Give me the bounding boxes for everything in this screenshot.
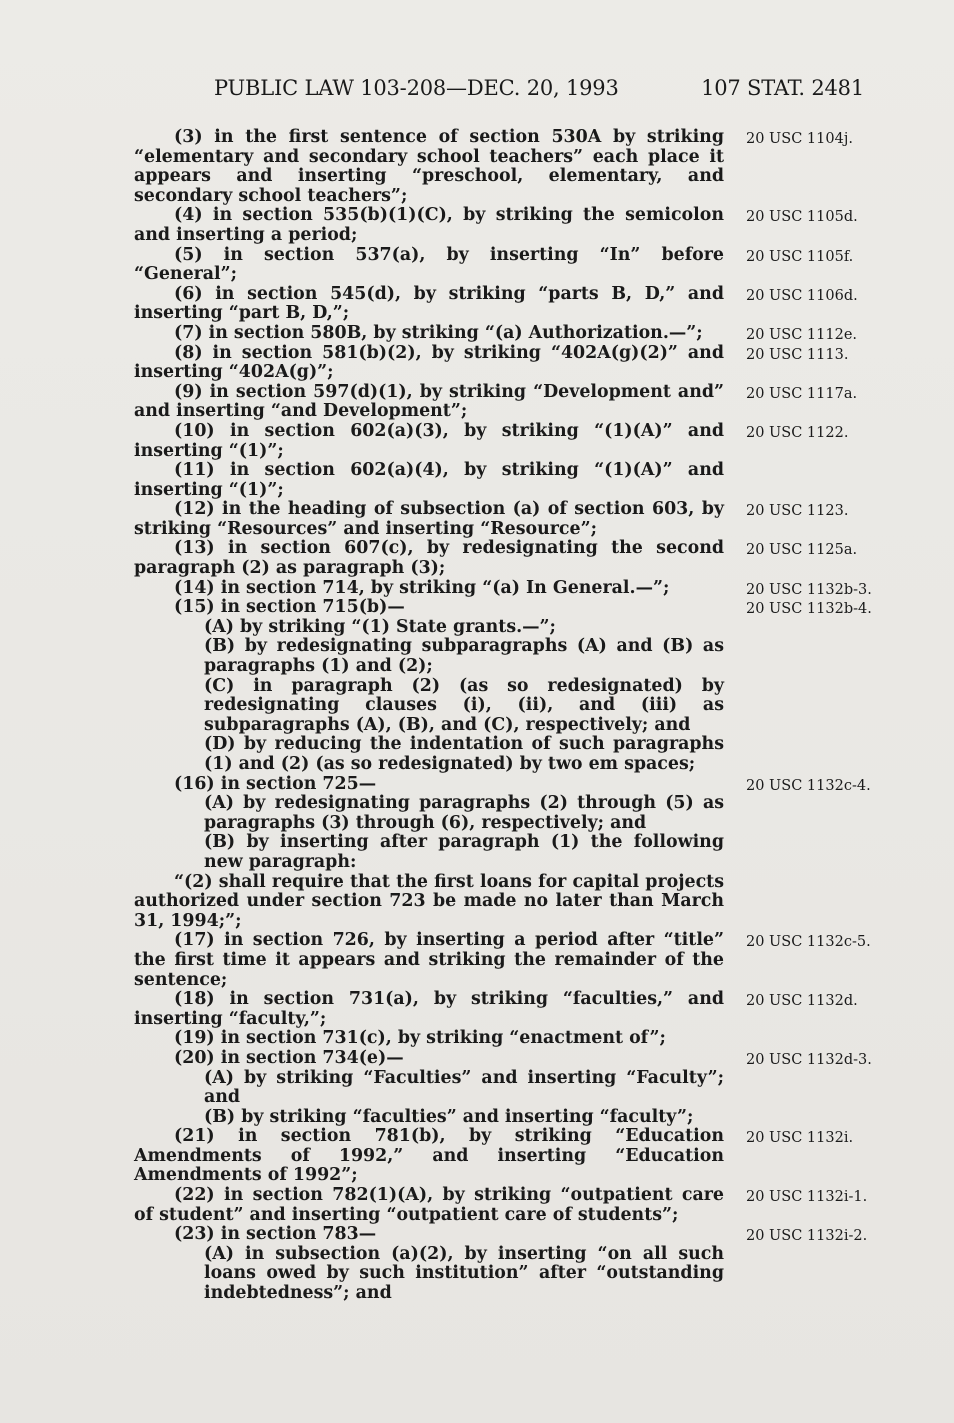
paragraph-text: (5) in section 537(a), by inserting “In” before “General”; bbox=[134, 244, 724, 285]
paragraph-text: (7) in section 580B, by striking “(a) Authorization.—”; bbox=[174, 322, 703, 343]
usc-margin-note: 20 USC 1132i-2. bbox=[746, 1228, 868, 1245]
paragraph-text: (22) in section 782(1)(A), by striking “outpatient care of student” and inserting “outpatient care of students”; bbox=[134, 1185, 724, 1225]
paragraph-text: (D) by reducing the indentation of such paragraphs (1) and (2) (as so redesignated) by two em spaces; bbox=[204, 734, 724, 774]
paragraph bbox=[134, 244, 854, 285]
usc-margin-note: 20 USC 1132c-5. bbox=[746, 934, 871, 951]
paragraph-text: (18) in section 731(a), by striking “faculties,” and inserting “faculty,”; bbox=[134, 989, 724, 1029]
paragraph bbox=[134, 1029, 724, 1049]
usc-margin-note: 20 USC 1105d. bbox=[746, 209, 858, 226]
paragraph-text: (14) in section 714, by striking “(a) In General.—”; bbox=[174, 577, 670, 598]
paragraph-text: (21) in section 781(b), by striking “Education Amendments of 1992,” and inserting “Education Amendments of 1992”; bbox=[134, 1126, 724, 1186]
paragraph-text: (11) in section 602(a)(4), by striking “(1)(A)” and inserting “(1)”; bbox=[134, 460, 724, 500]
paragraph-text: (20) in section 734(e)— bbox=[174, 1047, 404, 1068]
paragraph bbox=[134, 1108, 724, 1128]
document-body bbox=[134, 127, 872, 1304]
paragraph-text: (19) in section 731(c), by striking “enactment of”; bbox=[174, 1028, 666, 1049]
paragraph-text: (10) in section 602(a)(3), by striking “(1)(A)” and inserting “(1)”; bbox=[134, 420, 724, 461]
usc-margin-note: 20 USC 1122. bbox=[746, 424, 849, 441]
paragraph-text: (16) in section 725— bbox=[174, 773, 377, 794]
paragraph bbox=[134, 461, 724, 500]
paragraph-text: (15) in section 715(b)— bbox=[174, 597, 405, 618]
usc-margin-note: 20 USC 1132b-4. bbox=[746, 601, 872, 618]
paragraph bbox=[134, 989, 858, 1029]
paragraph bbox=[134, 735, 724, 774]
paragraph-text: (3) in the first sentence of section 530A by striking “elementary and secondary school teachers” each place it appears and inserting “preschool, elementary, and secondary school teachers”; bbox=[134, 127, 724, 206]
usc-margin-note: 20 USC 1117a. bbox=[746, 385, 858, 402]
usc-margin-note: 20 USC 1132i. bbox=[746, 1130, 854, 1147]
paragraph bbox=[134, 833, 724, 872]
paragraph-text: (C) in paragraph (2) (as so redesignated) by redesignating clauses (i), (ii), and (iii) as subparagraphs (A), (B), and (C), respectively; and bbox=[204, 675, 724, 735]
usc-margin-note: 20 USC 1132i-1. bbox=[746, 1189, 868, 1206]
public-law-heading: PUBLIC LAW 103-208—DEC. 20, 1993 bbox=[214, 76, 619, 100]
paragraph bbox=[134, 1069, 724, 1108]
paragraph bbox=[134, 597, 872, 618]
paragraph-text: (17) in section 726, by inserting a period after “title” the first time it appears and striking the remainder of the sentence; bbox=[134, 930, 724, 990]
paragraph bbox=[134, 283, 858, 324]
paragraph-text: (8) in section 581(b)(2), by striking “402A(g)(2)” and inserting “402A(g)”; bbox=[134, 342, 724, 383]
paragraph-text: (B) by redesignating subparagraphs (A) and (B) as paragraphs (1) and (2); bbox=[204, 636, 724, 677]
paragraph-text: “(2) shall require that the first loans for capital projects authorized under section 723 be made no later than March 31, 1994;”; bbox=[134, 871, 724, 931]
paragraph bbox=[134, 637, 724, 676]
usc-margin-note: 20 USC 1112e. bbox=[746, 326, 858, 343]
paragraph bbox=[134, 930, 871, 990]
paragraph bbox=[134, 127, 853, 206]
paragraph bbox=[134, 618, 724, 638]
paragraph bbox=[134, 773, 871, 795]
paragraph-text: (A) in subsection (a)(2), by inserting “on all such loans owed by such institution” after “outstanding indebtedness”; and bbox=[204, 1243, 724, 1304]
usc-margin-note: 20 USC 1132b-3. bbox=[746, 581, 872, 598]
paragraph-text: (A) by striking “(1) State grants.—”; bbox=[204, 616, 556, 637]
paragraph bbox=[134, 538, 858, 579]
paragraph-text: (23) in section 783— bbox=[174, 1224, 377, 1245]
paragraph-text: (A) by redesignating paragraphs (2) through (5) as paragraphs (3) through (6), respectively; and bbox=[204, 793, 724, 833]
paragraph-text: (9) in section 597(d)(1), by striking “Development and” and inserting “and Development”; bbox=[134, 381, 724, 422]
paragraph-text: (6) in section 545(d), by striking “parts B, D,” and inserting “part B, D,”; bbox=[134, 283, 724, 324]
paragraph-text: (4) in section 535(b)(1)(C), by striking the semicolon and inserting a period; bbox=[134, 205, 724, 245]
paragraph bbox=[134, 677, 724, 736]
paragraph bbox=[134, 1245, 724, 1304]
usc-margin-note: 20 USC 1105f. bbox=[746, 248, 854, 265]
statute-page-number: 107 STAT. 2481 bbox=[701, 76, 864, 100]
paragraph bbox=[134, 342, 849, 383]
paragraph-text: (13) in section 607(c), by redesignating the second paragraph (2) as paragraph (3); bbox=[134, 538, 724, 579]
usc-margin-note: 20 USC 1113. bbox=[746, 346, 849, 363]
paragraph bbox=[134, 322, 858, 344]
usc-margin-note: 20 USC 1123. bbox=[746, 503, 849, 520]
usc-margin-note: 20 USC 1106d. bbox=[746, 287, 858, 304]
paragraph-text: (B) by striking “faculties” and inserting “faculty”; bbox=[204, 1106, 694, 1127]
paragraph bbox=[134, 1126, 854, 1186]
usc-margin-note: 20 USC 1132c-4. bbox=[746, 777, 871, 794]
paragraph bbox=[134, 420, 849, 461]
paragraph bbox=[134, 794, 724, 833]
paragraph bbox=[134, 1047, 872, 1069]
paragraph-text: (12) in the heading of subsection (a) of section 603, by striking “Resources” and inserting “Resource”; bbox=[134, 499, 724, 539]
usc-margin-note: 20 USC 1132d-3. bbox=[746, 1051, 872, 1068]
paragraph bbox=[134, 381, 858, 422]
paragraph bbox=[134, 205, 858, 245]
paragraph bbox=[134, 1224, 868, 1245]
paragraph-text: (A) by striking “Faculties” and inserting “Faculty”; and bbox=[204, 1067, 724, 1108]
paragraph bbox=[134, 1185, 868, 1225]
paragraph bbox=[134, 577, 872, 599]
paragraph-text: (B) by inserting after paragraph (1) the following new paragraph: bbox=[204, 832, 724, 872]
usc-margin-note: 20 USC 1132d. bbox=[746, 993, 858, 1010]
paragraph bbox=[134, 873, 724, 932]
paragraph bbox=[134, 499, 849, 539]
usc-margin-note: 20 USC 1104j. bbox=[746, 131, 853, 147]
usc-margin-note: 20 USC 1125a. bbox=[746, 542, 858, 559]
